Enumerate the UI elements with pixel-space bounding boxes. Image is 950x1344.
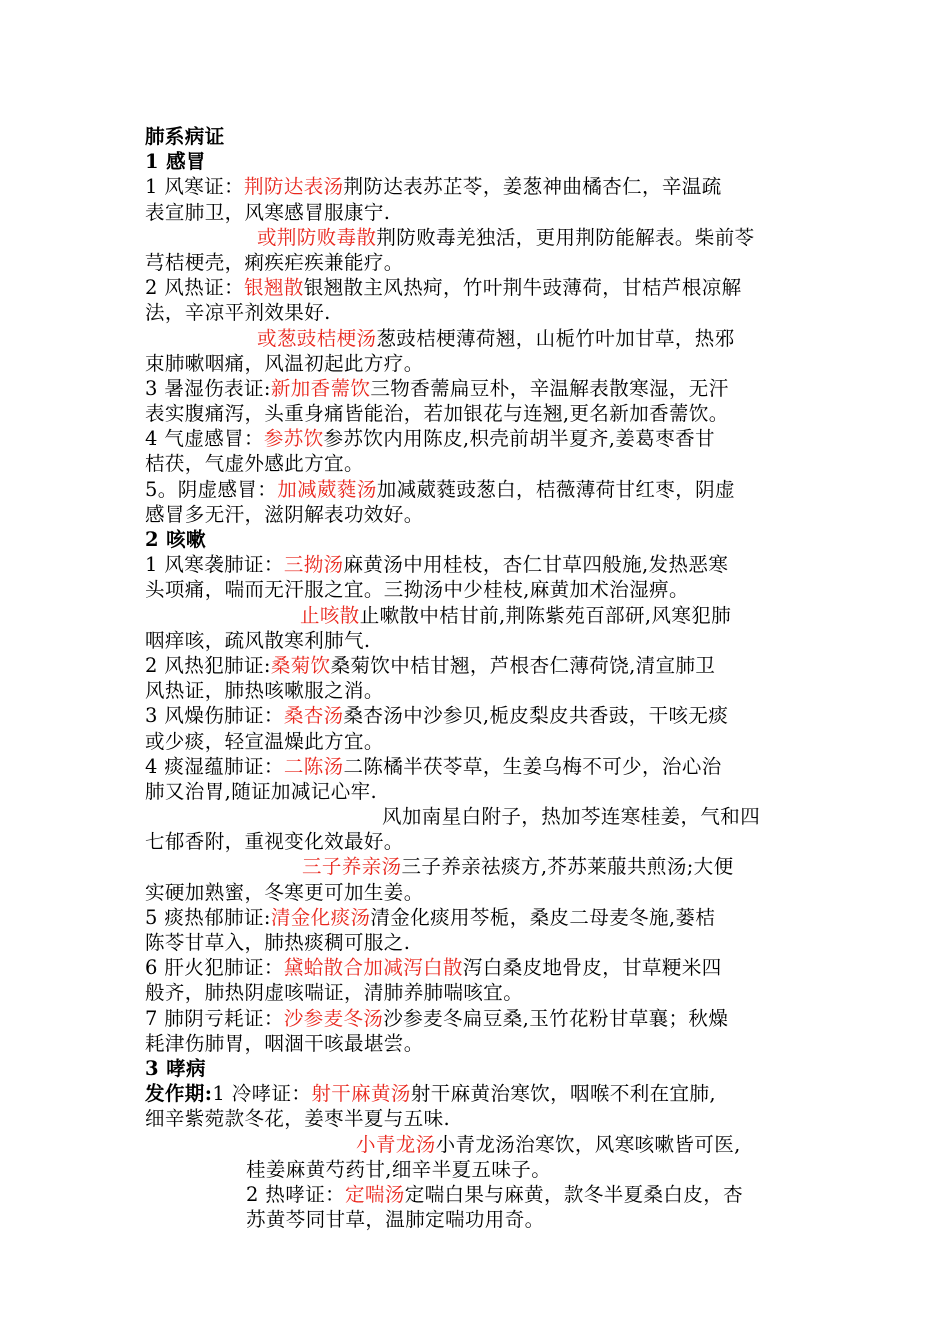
text-line	[145, 527, 810, 552]
formula-name: 桑杏汤	[283, 704, 344, 728]
text-line	[145, 477, 810, 502]
line-text: 苏黄芩同甘草，温肺定喘功用奇。	[246, 1208, 545, 1232]
line-text: 或少痰，轻宣温燥此方宜。	[145, 729, 384, 753]
formula-name: 三子养亲汤	[302, 855, 402, 879]
line-text: 三子养亲祛痰方,芥苏莱菔共煎汤;大便	[401, 855, 734, 879]
formula-name: 二陈汤	[283, 754, 344, 778]
line-text: 细辛紫菀款冬花，姜枣半夏与五味.	[145, 1107, 451, 1131]
line-text: 耗津伤肺胃，咽涸干咳最堪尝。	[145, 1031, 424, 1055]
text-line	[145, 980, 810, 1005]
formula-name: 或葱豉桔梗汤	[257, 326, 377, 350]
text-line	[145, 1056, 810, 1081]
formula-name: 黛蛤散合加减泻白散	[283, 956, 463, 980]
line-text: 1 风寒袭肺证：	[145, 553, 284, 577]
line-text: 3 风燥伤肺证：	[145, 704, 284, 728]
line-text: 七郁香附，重视变化效最好。	[145, 830, 404, 854]
text-line	[145, 930, 810, 955]
text-line	[145, 653, 810, 678]
line-text: 6 肝火犯肺证：	[145, 956, 284, 980]
line-text: 芎桔梗壳，痢疾疟疾兼能疗。	[145, 250, 404, 274]
text-line	[145, 351, 810, 376]
line-text: 风加南星白附子，热加芩连寒桂姜，气和四	[382, 805, 761, 829]
formula-name: 或荆防败毒散	[257, 225, 377, 249]
formula-name: 银翘散	[244, 276, 304, 300]
text-line	[145, 678, 810, 703]
line-text: 桑杏汤中沙参贝,栀皮梨皮共香豉，干咳无痰	[343, 704, 729, 728]
formula-name: 新加香薷饮	[270, 376, 371, 400]
line-text: 射干麻黄治寒饮，咽喉不利在宜肺,	[410, 1082, 716, 1106]
text-line	[145, 426, 810, 451]
text-line	[145, 1132, 810, 1157]
line-text: 止嗽散中桔甘前,荆陈紫苑百部研,风寒犯肺	[359, 603, 732, 627]
line-text: 桔茯，气虚外感此方宜。	[145, 452, 364, 476]
text-line	[145, 603, 810, 628]
line-text: 肺又治胃,随证加减记心牢.	[145, 779, 378, 803]
line-text: 1 冷哮证：	[212, 1082, 312, 1106]
line-text: 4 痰湿蕴肺证：	[145, 754, 284, 778]
line-text: 3 暑湿伤表证:	[145, 376, 271, 400]
line-text: 2 风热犯肺证:	[145, 653, 271, 677]
text-line	[145, 376, 810, 401]
text-line	[145, 326, 810, 351]
text-line	[145, 200, 810, 225]
section-heading: 1 感冒	[145, 150, 206, 174]
formula-name: 参苏饮	[263, 427, 324, 451]
document-body	[145, 124, 810, 1232]
line-text: 5 痰热郁肺证:	[145, 905, 271, 929]
text-line	[145, 804, 810, 829]
text-line	[145, 451, 810, 476]
line-text: 参苏饮内用陈皮,枳壳前胡半夏齐,姜葛枣香甘	[323, 427, 715, 451]
text-line	[145, 829, 810, 854]
line-text: 银翘散主风热疴，竹叶荆牛豉薄荷，甘桔芦根凉解	[303, 276, 742, 300]
line-text: 清金化痰用芩栀，桑皮二母麦冬施,蒌桔	[370, 905, 716, 929]
formula-name: 射干麻黄汤	[311, 1082, 411, 1106]
formula-name: 止咳散	[300, 603, 360, 627]
line-text: 桑菊饮中桔甘翘，芦根杏仁薄荷饶,清宣肺卫	[330, 653, 716, 677]
line-text: 加减葳蕤豉葱白，桔薇薄荷甘红枣，阴虚	[376, 477, 735, 501]
text-line	[145, 124, 810, 149]
line-text: 1 风寒证：	[145, 175, 245, 199]
line-text: 小青龙汤治寒饮，风寒咳嗽皆可医,	[435, 1132, 741, 1156]
text-line	[145, 275, 810, 300]
line-text: 荆防败毒羌独活，更用荆防能解表。柴前苓	[376, 225, 755, 249]
line-text: 定喘白果与麻黄，款冬半夏桑白皮，杏	[404, 1182, 744, 1206]
text-line	[145, 250, 810, 275]
text-line	[145, 955, 810, 980]
line-text: 4 气虚感冒：	[145, 427, 264, 451]
line-text: 泻白桑皮地骨皮，甘草粳米四	[462, 956, 722, 980]
line-text: 表实腹痛泻，头重身痛皆能治，若加银花与连翘,更名新加香薷饮。	[145, 402, 729, 426]
text-line	[145, 729, 810, 754]
text-line	[145, 577, 810, 602]
text-line	[145, 225, 810, 250]
section-heading: 3 哮病	[145, 1056, 206, 1080]
line-text: 麻黄汤中用桂枝，杏仁甘草四般施,发热恶寒	[343, 553, 729, 577]
line-text: 陈苓甘草入，肺热痰稠可服之.	[145, 931, 411, 954]
formula-name: 定喘汤	[345, 1182, 405, 1206]
text-line	[145, 905, 810, 930]
formula-name: 清金化痰汤	[270, 905, 371, 929]
formula-name: 沙参麦冬汤	[283, 1006, 384, 1030]
line-text: 7 肺阴亏耗证：	[145, 1006, 284, 1030]
text-line	[145, 1182, 810, 1207]
text-line	[145, 149, 810, 174]
line-text: 头项痛，喘而无汗服之宜。三拗汤中少桂枝,麻黄加术治湿痹。	[145, 578, 689, 602]
line-text: 桂姜麻黄芍药甘,细辛半夏五味子。	[246, 1157, 552, 1181]
line-text: 束肺嗽咽痛，风温初起此方疗。	[145, 351, 424, 375]
line-text: 感冒多无汗，滋阴解表功效好。	[145, 502, 424, 526]
text-line	[145, 401, 810, 426]
line-text: 荆防达表苏芷苓，姜葱神曲橘杏仁，辛温疏	[343, 175, 722, 199]
text-line	[145, 779, 810, 804]
line-text: 实硬加熟蜜，冬寒更可加生姜。	[145, 880, 424, 904]
text-line	[145, 754, 810, 779]
section-heading: 2 咳嗽	[145, 528, 206, 551]
text-line	[145, 300, 810, 325]
text-line	[145, 1031, 810, 1056]
line-text: 咽痒咳，疏风散寒利肺气.	[145, 628, 371, 652]
line-text: 般齐，肺热阴虚咳喘证，清肺养肺喘咳宜。	[145, 981, 524, 1005]
line-text: 表宣肺卫，风寒感冒服康宁.	[145, 200, 391, 224]
section-heading: 发作期:	[145, 1082, 213, 1106]
text-line	[145, 703, 810, 728]
text-line	[145, 552, 810, 577]
formula-name: 小青龙汤	[356, 1132, 436, 1156]
text-line	[145, 1157, 810, 1182]
text-line	[145, 854, 810, 879]
formula-name: 三拗汤	[283, 553, 344, 577]
text-line	[145, 628, 810, 653]
line-text: 沙参麦冬扁豆桑,玉竹花粉甘草襄；秋燥	[383, 1006, 729, 1030]
text-line	[145, 1207, 810, 1232]
line-text: 2 热哮证：	[246, 1182, 346, 1206]
line-text: 三物香薷扁豆朴，辛温解表散寒湿，无汗	[370, 376, 729, 400]
text-line	[145, 502, 810, 527]
text-line	[145, 1081, 810, 1106]
line-text: 2 风热证：	[145, 276, 245, 300]
line-text: 风热证，肺热咳嗽服之消。	[145, 679, 384, 703]
text-line	[145, 880, 810, 905]
line-text: 法，辛凉平剂效果好.	[145, 301, 331, 325]
line-text: 5。阴虚感冒：	[145, 477, 278, 501]
section-heading: 肺系病证	[145, 125, 225, 148]
formula-name: 荆防达表汤	[244, 175, 344, 199]
line-text: 二陈橘半茯苓草，生姜乌梅不可少，治心治	[343, 754, 722, 778]
formula-name: 桑菊饮	[270, 653, 331, 677]
text-line	[145, 174, 810, 199]
line-text: 葱豉桔梗薄荷翘，山栀竹叶加甘草，热邪	[376, 326, 735, 350]
text-line	[145, 1106, 810, 1131]
formula-name: 加减葳蕤汤	[277, 477, 377, 501]
text-line	[145, 1006, 810, 1031]
